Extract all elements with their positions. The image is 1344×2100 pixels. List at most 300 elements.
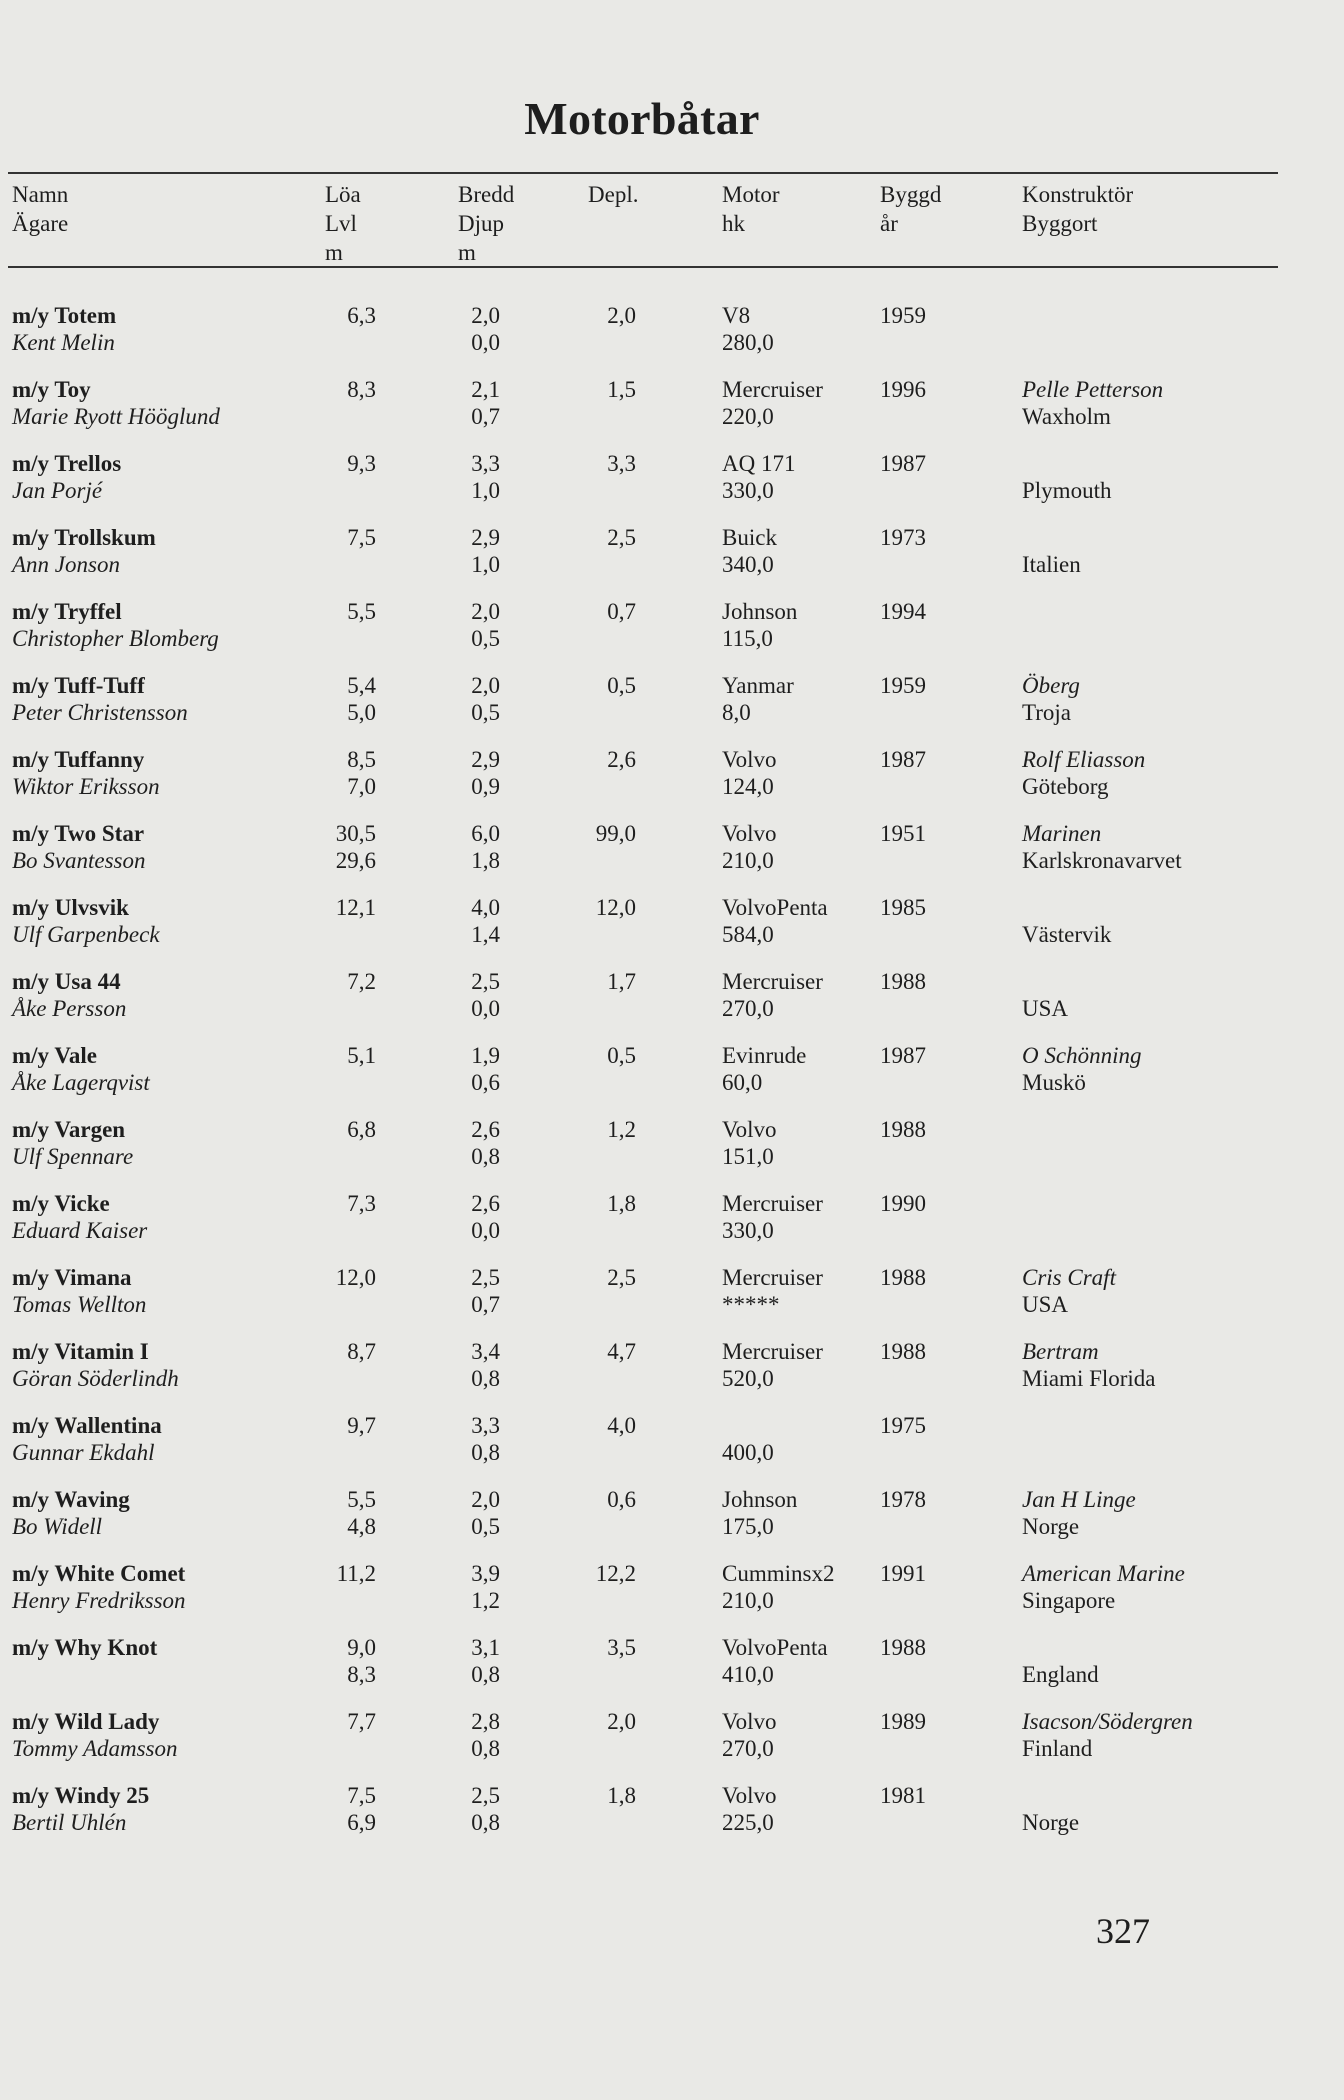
build-place bbox=[1022, 1143, 1028, 1170]
name-cell bbox=[12, 1486, 130, 1540]
motor-cell bbox=[722, 968, 823, 1022]
depl-cell bbox=[556, 1634, 636, 1661]
header-loa bbox=[325, 180, 361, 267]
build-place bbox=[1022, 1217, 1028, 1244]
designer-cell bbox=[1022, 302, 1028, 356]
loa-value: 7,5 bbox=[347, 525, 376, 550]
owner-name: Gunnar Ekdahl bbox=[12, 1440, 155, 1465]
owner-name: Christopher Blomberg bbox=[12, 626, 219, 651]
lvl-value: 7,0 bbox=[347, 774, 376, 799]
djup-value: 0,6 bbox=[471, 1070, 500, 1095]
boat-name: m/y Vale bbox=[12, 1043, 97, 1068]
djup-value: 0,8 bbox=[471, 1662, 500, 1687]
table-row bbox=[0, 894, 1300, 954]
motor-value: Cumminsx2 bbox=[722, 1561, 835, 1586]
depl-value: 1,5 bbox=[607, 377, 636, 402]
lvl-value bbox=[296, 1365, 376, 1392]
bredd-value: 2,8 bbox=[471, 1709, 500, 1734]
year-cell bbox=[880, 524, 926, 551]
loa-value: 11,2 bbox=[336, 1561, 376, 1586]
djup-value: 0,7 bbox=[471, 404, 500, 429]
depl-cell bbox=[556, 1782, 636, 1809]
boat-name: m/y Vimana bbox=[12, 1265, 132, 1290]
designer-name bbox=[1022, 302, 1028, 329]
motor-cell bbox=[722, 524, 777, 578]
name-cell bbox=[12, 1264, 146, 1318]
lvl-value: 6,9 bbox=[347, 1810, 376, 1835]
bredd-cell bbox=[420, 1486, 500, 1540]
bredd-value: 3,1 bbox=[471, 1635, 500, 1660]
name-cell bbox=[12, 524, 156, 578]
owner-name: Bertil Uhlén bbox=[12, 1810, 127, 1835]
designer-cell bbox=[1022, 1560, 1185, 1614]
loa-value: 12,0 bbox=[335, 1265, 376, 1290]
owner-name: Ann Jonson bbox=[12, 552, 120, 577]
motor-cell bbox=[722, 1560, 834, 1614]
loa-cell bbox=[296, 1486, 376, 1540]
bredd-value: 3,3 bbox=[471, 1413, 500, 1438]
djup-value: 0,8 bbox=[471, 1810, 500, 1835]
designer-name bbox=[1022, 1190, 1028, 1217]
owner-name: Marie Ryott Hööglund bbox=[12, 404, 220, 429]
header-label: Byggd bbox=[880, 182, 942, 207]
year-cell bbox=[880, 1264, 926, 1291]
hk-value: 270,0 bbox=[722, 1736, 774, 1761]
build-place: USA bbox=[1022, 996, 1069, 1021]
year-cell bbox=[880, 1190, 926, 1217]
depl-value: 1,8 bbox=[607, 1191, 636, 1216]
designer-cell bbox=[1022, 894, 1111, 948]
bredd-value: 2,6 bbox=[471, 1117, 500, 1142]
boat-name: m/y Tryffel bbox=[12, 599, 122, 624]
loa-value: 5,4 bbox=[347, 673, 376, 698]
loa-cell bbox=[296, 672, 376, 726]
bredd-value: 3,3 bbox=[471, 451, 500, 476]
designer-cell bbox=[1022, 820, 1182, 874]
bredd-value: 1,9 bbox=[471, 1043, 500, 1068]
owner-name: Kent Melin bbox=[12, 330, 115, 355]
year-value: 1978 bbox=[880, 1487, 926, 1512]
motor-value: AQ 171 bbox=[722, 451, 796, 476]
table-row bbox=[0, 1264, 1300, 1324]
designer-name bbox=[1022, 1116, 1028, 1143]
depl-value: 1,2 bbox=[607, 1117, 636, 1142]
motor-cell bbox=[722, 1782, 777, 1836]
name-cell bbox=[12, 1190, 147, 1244]
table-row bbox=[0, 1560, 1300, 1620]
boat-name: m/y Waving bbox=[12, 1487, 130, 1512]
designer-name: American Marine bbox=[1022, 1561, 1185, 1586]
build-place: Muskö bbox=[1022, 1070, 1086, 1095]
table-row bbox=[0, 1042, 1300, 1102]
year-cell bbox=[880, 1486, 926, 1513]
header-label: hk bbox=[722, 211, 745, 236]
table-row bbox=[0, 1634, 1300, 1694]
djup-value: 1,2 bbox=[471, 1588, 500, 1613]
motor-value: Evinrude bbox=[722, 1043, 807, 1068]
depl-value: 0,5 bbox=[607, 1043, 636, 1068]
motor-cell bbox=[722, 1116, 777, 1170]
motor-cell bbox=[722, 302, 774, 356]
build-place: Västervik bbox=[1022, 922, 1112, 947]
lvl-value bbox=[296, 1143, 376, 1170]
hk-value: 220,0 bbox=[722, 404, 774, 429]
build-place: Karlskronavarvet bbox=[1022, 848, 1182, 873]
year-value: 1981 bbox=[880, 1783, 926, 1808]
bredd-value: 6,0 bbox=[471, 821, 500, 846]
depl-value: 4,0 bbox=[607, 1413, 636, 1438]
hk-value: 8,0 bbox=[722, 700, 751, 725]
loa-cell bbox=[296, 820, 376, 874]
name-cell bbox=[12, 598, 219, 652]
loa-value: 8,7 bbox=[347, 1339, 376, 1364]
build-place: Miami Florida bbox=[1022, 1366, 1156, 1391]
motor-value: Volvo bbox=[722, 747, 777, 772]
depl-cell bbox=[556, 1042, 636, 1069]
hk-value: 584,0 bbox=[722, 922, 774, 947]
year-cell bbox=[880, 376, 926, 403]
build-place bbox=[1022, 329, 1028, 356]
loa-cell bbox=[296, 1264, 376, 1318]
depl-cell bbox=[556, 820, 636, 847]
motor-value: Mercruiser bbox=[722, 1339, 823, 1364]
bredd-value: 2,0 bbox=[471, 673, 500, 698]
year-cell bbox=[880, 1042, 926, 1069]
loa-cell bbox=[296, 598, 376, 652]
designer-name bbox=[1022, 450, 1111, 477]
motor-cell bbox=[722, 1634, 828, 1688]
name-cell bbox=[12, 1412, 162, 1466]
name-cell bbox=[12, 1782, 149, 1836]
designer-cell bbox=[1022, 1190, 1028, 1244]
boat-name: m/y Tuffanny bbox=[12, 747, 145, 772]
year-value: 1990 bbox=[880, 1191, 926, 1216]
motor-cell bbox=[722, 1338, 823, 1392]
bredd-cell bbox=[420, 1708, 500, 1762]
table-row bbox=[0, 450, 1300, 510]
bredd-value: 2,0 bbox=[471, 303, 500, 328]
designer-cell bbox=[1022, 672, 1080, 726]
depl-value: 0,7 bbox=[607, 599, 636, 624]
header-label: Namn bbox=[12, 182, 69, 207]
motor-value: Mercruiser bbox=[722, 1265, 823, 1290]
designer-name: Cris Craft bbox=[1022, 1265, 1116, 1290]
bredd-cell bbox=[420, 1782, 500, 1836]
designer-name bbox=[1022, 1634, 1099, 1661]
hk-value: 210,0 bbox=[722, 848, 774, 873]
table-row bbox=[0, 820, 1300, 880]
loa-cell bbox=[296, 1190, 376, 1244]
name-cell bbox=[12, 1634, 157, 1688]
year-value: 1988 bbox=[880, 1117, 926, 1142]
lvl-value: 5,0 bbox=[347, 700, 376, 725]
year-value: 1996 bbox=[880, 377, 926, 402]
build-place: Singapore bbox=[1022, 1588, 1116, 1613]
hk-value: 225,0 bbox=[722, 1810, 774, 1835]
loa-value: 6,8 bbox=[347, 1117, 376, 1142]
boat-name: m/y Ulvsvik bbox=[12, 895, 129, 920]
hk-value: 124,0 bbox=[722, 774, 774, 799]
owner-name: Tomas Wellton bbox=[12, 1292, 147, 1317]
loa-cell bbox=[296, 1116, 376, 1170]
depl-cell bbox=[556, 1560, 636, 1587]
name-cell bbox=[12, 820, 146, 874]
designer-name: Marinen bbox=[1022, 821, 1102, 846]
hk-value: 151,0 bbox=[722, 1144, 774, 1169]
boat-name: m/y Windy 25 bbox=[12, 1783, 150, 1808]
loa-value: 5,1 bbox=[347, 1043, 376, 1068]
designer-name bbox=[1022, 598, 1028, 625]
table-header bbox=[0, 180, 1300, 265]
bredd-value: 2,5 bbox=[471, 969, 500, 994]
designer-cell bbox=[1022, 1708, 1193, 1762]
build-place: Norge bbox=[1022, 1810, 1080, 1835]
bredd-value: 2,9 bbox=[471, 747, 500, 772]
bredd-cell bbox=[420, 1560, 500, 1614]
bredd-cell bbox=[420, 1042, 500, 1096]
designer-name: Bertram bbox=[1022, 1339, 1099, 1364]
motor-cell bbox=[722, 894, 828, 948]
djup-value: 0,5 bbox=[471, 626, 500, 651]
boat-name: m/y Toy bbox=[12, 377, 91, 402]
year-cell bbox=[880, 598, 926, 625]
depl-cell bbox=[556, 598, 636, 625]
depl-value: 0,6 bbox=[607, 1487, 636, 1512]
build-place: Italien bbox=[1022, 552, 1081, 577]
year-cell bbox=[880, 1782, 926, 1809]
bredd-cell bbox=[420, 598, 500, 652]
motor-value: Volvo bbox=[722, 1709, 777, 1734]
motor-value: Yanmar bbox=[722, 673, 794, 698]
depl-value: 2,5 bbox=[607, 525, 636, 550]
djup-value: 1,0 bbox=[471, 552, 500, 577]
boat-name: m/y Wallentina bbox=[12, 1413, 162, 1438]
lvl-value bbox=[296, 1735, 376, 1762]
loa-cell bbox=[296, 302, 376, 356]
page-number: 327 bbox=[1096, 1911, 1150, 1951]
bredd-value: 2,5 bbox=[471, 1783, 500, 1808]
designer-cell bbox=[1022, 1486, 1136, 1540]
hk-value: 210,0 bbox=[722, 1588, 774, 1613]
loa-value: 6,3 bbox=[347, 303, 376, 328]
build-place: Finland bbox=[1022, 1736, 1093, 1761]
name-cell bbox=[12, 1116, 133, 1170]
header-depl bbox=[588, 180, 638, 209]
year-value: 1959 bbox=[880, 303, 926, 328]
hk-value: 60,0 bbox=[722, 1070, 763, 1095]
djup-value: 0,8 bbox=[471, 1736, 500, 1761]
header-top-rule bbox=[8, 172, 1278, 174]
depl-cell bbox=[556, 1486, 636, 1513]
designer-cell bbox=[1022, 1264, 1116, 1318]
header-label: Depl. bbox=[588, 182, 639, 207]
djup-value: 0,8 bbox=[471, 1366, 500, 1391]
designer-cell bbox=[1022, 376, 1163, 430]
loa-value: 9,3 bbox=[347, 451, 376, 476]
header-label: Konstruktör bbox=[1022, 182, 1134, 207]
depl-value: 4,7 bbox=[607, 1339, 636, 1364]
loa-value: 7,3 bbox=[347, 1191, 376, 1216]
header-label: Ägare bbox=[12, 211, 69, 236]
motor-cell bbox=[722, 1412, 774, 1466]
djup-value: 0,8 bbox=[471, 1440, 500, 1465]
designer-cell bbox=[1022, 1634, 1099, 1688]
name-cell bbox=[12, 894, 160, 948]
table-row bbox=[0, 1338, 1300, 1398]
header-label: Löa bbox=[325, 182, 361, 207]
boat-name: m/y Vicke bbox=[12, 1191, 110, 1216]
motor-cell bbox=[722, 598, 797, 652]
motor-value bbox=[722, 1412, 774, 1439]
header-label: m bbox=[325, 240, 343, 265]
header-konstruktor bbox=[1022, 180, 1133, 238]
year-value: 1985 bbox=[880, 895, 926, 920]
loa-value: 30,5 bbox=[335, 821, 376, 846]
loa-cell bbox=[296, 1634, 376, 1688]
bredd-cell bbox=[420, 376, 500, 430]
djup-value: 0,5 bbox=[471, 1514, 500, 1539]
motor-value: VolvoPenta bbox=[722, 1635, 828, 1660]
owner-name: Wiktor Eriksson bbox=[12, 774, 160, 799]
depl-cell bbox=[556, 968, 636, 995]
table-row bbox=[0, 1190, 1300, 1250]
name-cell bbox=[12, 450, 121, 504]
designer-cell bbox=[1022, 1338, 1156, 1392]
bredd-cell bbox=[420, 1116, 500, 1170]
name-cell bbox=[12, 376, 220, 430]
owner-name: Ulf Garpenbeck bbox=[12, 922, 160, 947]
name-cell bbox=[12, 1338, 179, 1392]
designer-cell bbox=[1022, 746, 1145, 800]
lvl-value: 8,3 bbox=[347, 1662, 376, 1687]
designer-cell bbox=[1022, 450, 1111, 504]
boat-name: m/y Why Knot bbox=[12, 1635, 158, 1660]
year-cell bbox=[880, 968, 926, 995]
year-value: 1988 bbox=[880, 1339, 926, 1364]
motor-value: Mercruiser bbox=[722, 1191, 823, 1216]
depl-value: 3,3 bbox=[607, 451, 636, 476]
hk-value: 115,0 bbox=[722, 626, 773, 651]
djup-value: 0,9 bbox=[471, 774, 500, 799]
boat-name: m/y Tuff-Tuff bbox=[12, 673, 145, 698]
build-place: Waxholm bbox=[1022, 404, 1111, 429]
depl-cell bbox=[556, 1264, 636, 1291]
loa-value: 8,3 bbox=[347, 377, 376, 402]
motor-value: Volvo bbox=[722, 821, 777, 846]
name-cell bbox=[12, 968, 126, 1022]
motor-cell bbox=[722, 1708, 777, 1762]
year-cell bbox=[880, 1338, 926, 1365]
bredd-value: 3,9 bbox=[471, 1561, 500, 1586]
year-value: 1987 bbox=[880, 451, 926, 476]
bredd-cell bbox=[420, 1412, 500, 1466]
build-place: England bbox=[1022, 1662, 1099, 1687]
table-row bbox=[0, 1116, 1300, 1176]
bredd-cell bbox=[420, 746, 500, 800]
hk-value: 330,0 bbox=[722, 478, 774, 503]
build-place: Plymouth bbox=[1022, 478, 1112, 503]
designer-name: Rolf Eliasson bbox=[1022, 747, 1146, 772]
year-cell bbox=[880, 302, 926, 329]
bredd-value: 2,0 bbox=[471, 599, 500, 624]
bredd-value: 4,0 bbox=[471, 895, 500, 920]
year-cell bbox=[880, 672, 926, 699]
bredd-value: 3,4 bbox=[471, 1339, 500, 1364]
hk-value: 400,0 bbox=[722, 1440, 774, 1465]
motor-cell bbox=[722, 450, 795, 504]
year-value: 1988 bbox=[880, 1635, 926, 1660]
header-bottom-rule bbox=[8, 266, 1278, 268]
build-place: Göteborg bbox=[1022, 774, 1109, 799]
year-value: 1988 bbox=[880, 1265, 926, 1290]
header-label: Bredd bbox=[458, 182, 515, 207]
loa-value: 5,5 bbox=[347, 599, 376, 624]
owner-name: Tommy Adamsson bbox=[12, 1736, 178, 1761]
lvl-value bbox=[296, 329, 376, 356]
motor-value: Volvo bbox=[722, 1783, 777, 1808]
designer-cell bbox=[1022, 1042, 1141, 1096]
depl-cell bbox=[556, 302, 636, 329]
depl-value: 12,2 bbox=[595, 1561, 636, 1586]
hk-value: 330,0 bbox=[722, 1218, 774, 1243]
bredd-cell bbox=[420, 524, 500, 578]
year-value: 1988 bbox=[880, 969, 926, 994]
depl-value: 99,0 bbox=[595, 821, 636, 846]
build-place: Troja bbox=[1022, 700, 1071, 725]
loa-value: 12,1 bbox=[335, 895, 376, 920]
year-cell bbox=[880, 450, 926, 477]
motor-value: Buick bbox=[722, 525, 777, 550]
lvl-value bbox=[296, 403, 376, 430]
lvl-value bbox=[296, 477, 376, 504]
designer-name bbox=[1022, 1782, 1079, 1809]
table-row bbox=[0, 1708, 1300, 1768]
table-row bbox=[0, 1412, 1300, 1472]
header-label: Byggort bbox=[1022, 211, 1098, 236]
depl-value: 12,0 bbox=[595, 895, 636, 920]
boat-name: m/y Totem bbox=[12, 303, 117, 328]
hk-value: 340,0 bbox=[722, 552, 774, 577]
loa-cell bbox=[296, 1708, 376, 1762]
boat-name: m/y Vitamin I bbox=[12, 1339, 149, 1364]
header-label: år bbox=[880, 211, 898, 236]
owner-name: Eduard Kaiser bbox=[12, 1218, 148, 1243]
motor-value: Johnson bbox=[722, 599, 798, 624]
loa-cell bbox=[296, 746, 376, 800]
lvl-value: 4,8 bbox=[347, 1514, 376, 1539]
motor-cell bbox=[722, 672, 794, 726]
year-cell bbox=[880, 1708, 926, 1735]
loa-value: 9,0 bbox=[347, 1635, 376, 1660]
loa-cell bbox=[296, 376, 376, 430]
year-cell bbox=[880, 746, 926, 773]
bredd-cell bbox=[420, 450, 500, 504]
table-row bbox=[0, 672, 1300, 732]
boat-name: m/y Vargen bbox=[12, 1117, 126, 1142]
bredd-cell bbox=[420, 968, 500, 1022]
header-namn bbox=[12, 180, 68, 238]
name-cell bbox=[12, 1042, 150, 1096]
year-value: 1994 bbox=[880, 599, 926, 624]
build-place: USA bbox=[1022, 1292, 1069, 1317]
designer-cell bbox=[1022, 968, 1068, 1022]
name-cell bbox=[12, 302, 116, 356]
lvl-value bbox=[296, 1069, 376, 1096]
depl-cell bbox=[556, 376, 636, 403]
header-label: Lvl bbox=[325, 211, 357, 236]
designer-name: O Schönning bbox=[1022, 1043, 1142, 1068]
designer-name: Isacson/Södergren bbox=[1022, 1709, 1193, 1734]
